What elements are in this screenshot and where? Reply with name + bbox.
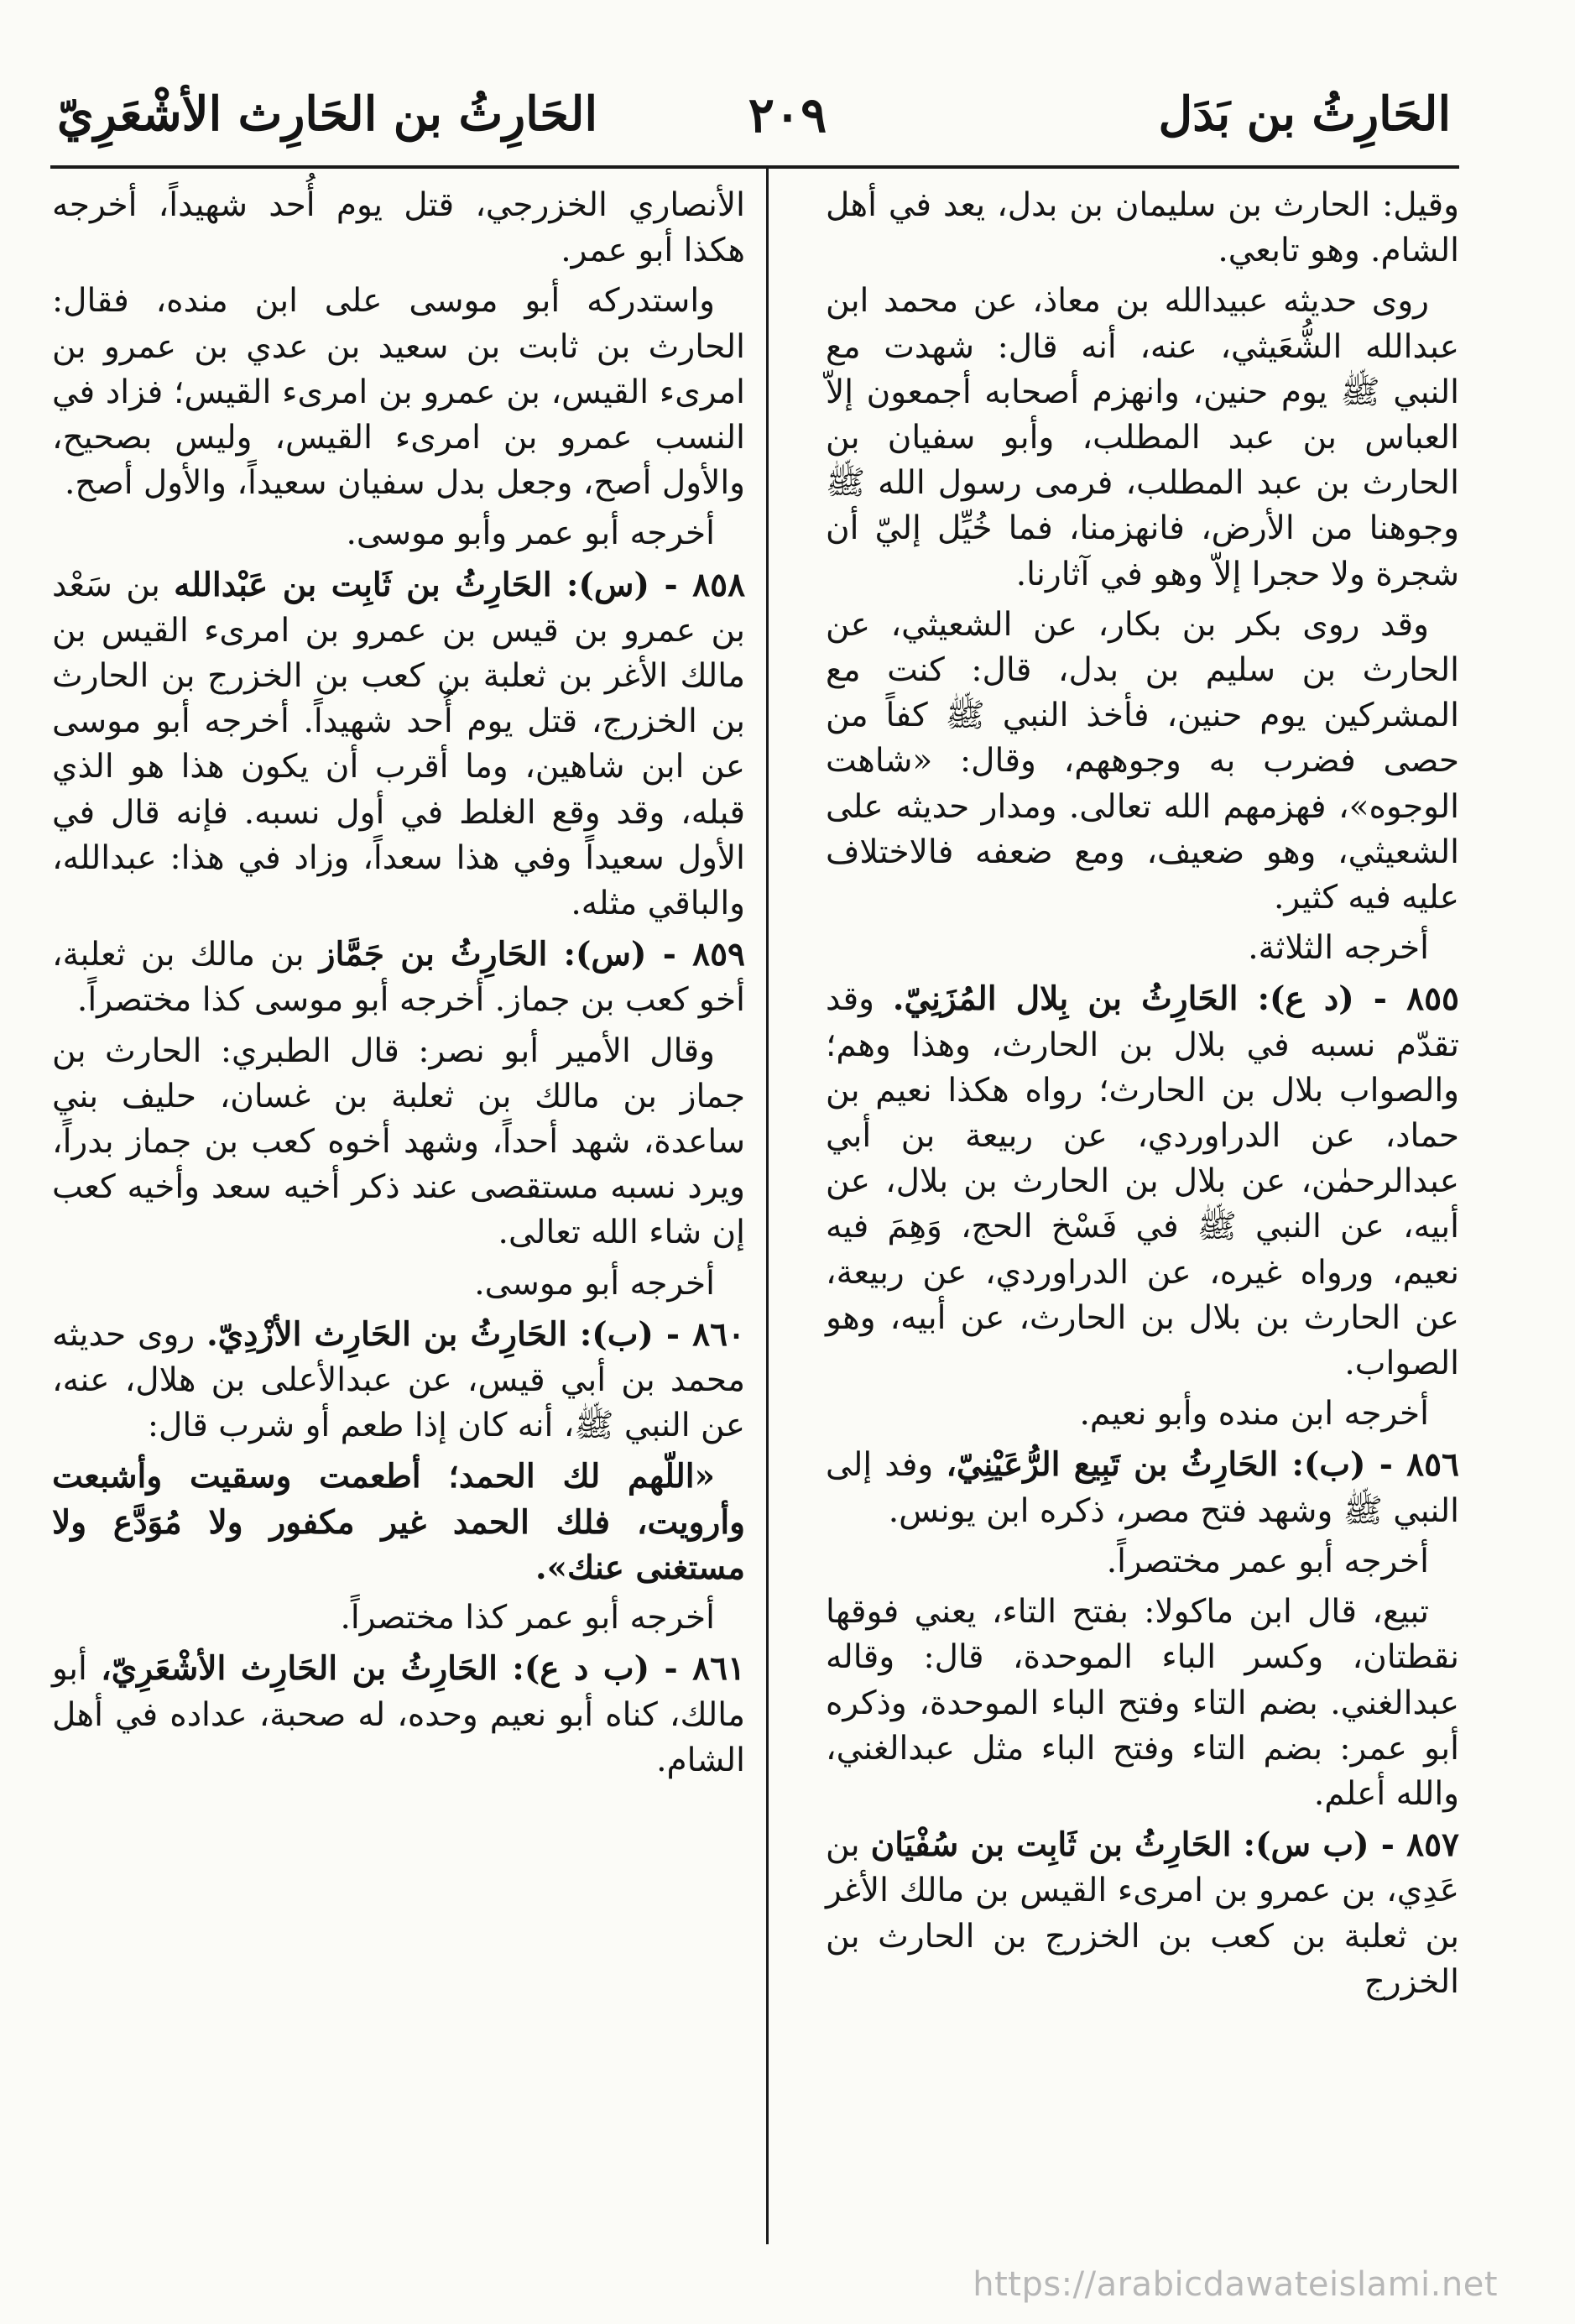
source-note: أخرجه أبو عمر وأبو موسى. [346,514,715,553]
entry-paragraph [826,1822,1459,2005]
entry-heading: ٨٥٨ - (س): الحَارِثُ بن ثَابِت بن عَبْدالله [174,565,746,604]
header-rule [50,165,1459,169]
watermark-url[interactable]: https://arabicdawateislami.net [973,2265,1498,2304]
body-paragraph: وقد روى بكر بن بكار، عن الشعيثي، عن الحارث بن سليم بن بدل، قال: كنت مع المشركين يوم حنين، فأخذ النبي ﷺ كفاً من حصى فضرب به وجوههم، وقال: «شاهت الوجوه»، فهزمهم الله تعالى. ومدار حديثه على الشعيثي، وهو ضعيف، ومع ضعفه فالاختلاف عليه فيه كثير. [826,605,1459,917]
right-column [826,183,1459,2010]
entry-text: بن عَدِي، بن عمرو بن امرىء القيس بن مالك الأغر بن ثعلبة بن كعب بن الخزرج بن الحارث بن الخزرج [826,1826,1459,2001]
entry-text: أبو مالك، كناه أبو نعيم وحده، له صحبة، عداده في أهل الشام. [52,1650,745,1779]
entry-text: روى حديثه محمد بن أبي قيس، عن عبدالأعلى بن هلال، عنه، عن النبي ﷺ، أنه كان إذا طعم أو شرب قال: [52,1315,745,1445]
running-head-left: الحَارِثُ بن الحَارِث الأشْعَرِيّ [57,86,598,142]
body-paragraph: وقيل: الحارث بن سليمان بن بدل، يعد في أهل الشام. وهو تابعي. [826,186,1459,270]
entry-heading: ٨٦١ - (ب د ع): الحَارِثُ بن الحَارِث الأشْعَرِيّ، [101,1649,746,1689]
body-paragraph: تبيع، قال ابن ماكولا: بفتح التاء، يعني فوقها نقطتان، وكسر الباء الموحدة، قال: وقاله عبدالغني. بضم التاء وفتح الباء الموحدة، وذكره أبو عمر: بضم التاء وفتح الباء مثل عبدالغني، والله أعلم. [826,1593,1459,1813]
left-column [52,183,745,1789]
entry-paragraph [52,1312,745,1449]
entry-heading: ٨٥٧ - (ب س): الحَارِثُ بن ثَابِت بن سُفْيَان [870,1825,1459,1865]
source-note: أخرجه أبو عمر مختصراً. [1106,1542,1429,1580]
entry-text: بن سَعْد بن عمرو بن قيس بن عمرو بن امرىء القيس بن مالك الأغر بن ثعلبة بن كعب بن الخزرج بن الحارث بن الخزرج، قتل يوم أُحد شهيداً. أخرجه أبو موسى عن ابن شاهين، وما أقرب أن يكون هذا هو الذي قبله، وقد وقع الغلط في أول نسبه. فإنه قال في الأول سعيداً وفي هذا سعداً، وزاد في هذا: عبدالله، والباقي مثله. [52,566,745,923]
entry-text: وقد تقدّم نسبه في بلال بن الحارث، وهذا وهم؛ والصواب بلال بن الحارث؛ رواه هكذا نعيم بن حماد، عن الدراوردي، عن ربيعة بن أبي عبدالرحمٰن، عن بلال بن الحارث بن بلال، عن أبيه، عن النبي ﷺ في فَسْخ الحج، وَهِمَ فيه نعيم، ورواه غيره، عن الدراوردي، عن ربيعة، عن الحارث بن بلال بن الحارث، عن أبيه، وهو الصواب. [826,980,1459,1383]
body-paragraph: الأنصاري الخزرجي، قتل يوم أُحد شهيداً، أخرجه هكذا أبو عمر. [52,186,745,270]
entry-paragraph [826,1442,1459,1533]
body-paragraph: واستدركه أبو موسى على ابن منده، فقال: الحارث بن ثابت بن سعيد بن عدي بن عمرو بن امرىء القيس، بن عمرو بن امرىء القيس؛ فزاد في النسب عمرو بن امرىء القيس، وليس بصحيح، والأول أصح، وجعل بدل سفيان سعيداً، والأول أصح. [52,282,745,503]
entry-heading: ٨٥٦ - (ب): الحَارِثُ بن تَبِيع الرُّعَيْنِيّ، [946,1445,1459,1485]
entry-paragraph [52,932,745,1023]
entry-heading: ٨٦٠ - (ب): الحَارِثُ بن الحَارِث الأزْدِيّ. [206,1314,745,1354]
source-note: أخرجه أبو موسى. [474,1264,715,1303]
dua-text: «اللّهم لك الحمد؛ أطعمت وسقيت وأشبعت وأرويت، فلك الحمد غير مكفور ولا مُوَدَّع ولا مستغنى عنك». [52,1457,745,1587]
entry-paragraph [52,562,745,927]
column-divider [766,168,769,2244]
entry-heading: ٨٥٥ - (د ع): الحَارِثُ بن بِلال المُزَنِيّ. [892,979,1459,1019]
source-note: أخرجه الثلاثة. [1248,929,1429,968]
entry-paragraph [52,1646,745,1783]
source-note: أخرجه ابن منده وأبو نعيم. [1079,1395,1429,1434]
body-paragraph: روى حديثه عبيدالله بن معاذ، عن محمد ابن عبدالله الشُّعَيثي، عنه، أنه قال: شهدت مع النبي ﷺ يوم حنين، وانهزم أصحابه أجمعون إلاّ العباس بن عبد المطلب، وأبو سفيان بن الحارث بن عبد المطلب، فرمى رسول الله ﷺ وجوهنا من الأرض، فانهزمنا، فما خُيِّل إليّ أن شجرة ولا حجرا إلاّ وهو في آثارنا. [826,282,1459,593]
entry-heading: ٨٥٩ - (س): الحَارِثُ بن جَمَّاز [319,935,745,974]
entry-text: بن مالك بن ثعلبة، أخو كعب بن جماز. أخرجه أبو موسى كذا مختصراً. [52,936,745,1020]
running-head-right: الحَارِثُ بن بَدَل [1158,86,1451,142]
entry-paragraph [826,976,1459,1387]
source-note: أخرجه أبو عمر كذا مختصراً. [340,1599,715,1637]
body-paragraph: وقال الأمير أبو نصر: قال الطبري: الحارث بن جماز بن مالك بن ثعلبة بن غسان، حليف بني ساعدة، شهد أحداً، وشهد أخوه كعب بن جماز بدراً، ويرد نسبه مستقصى عند ذكر أخيه سعد وأخيه كعب إن شاء الله تعالى. [52,1031,745,1252]
page-number: ٢٠٩ [748,86,827,144]
entry-text: وفد إلى النبي ﷺ وشهد فتح مصر، ذكره ابن يونس. [826,1446,1459,1530]
